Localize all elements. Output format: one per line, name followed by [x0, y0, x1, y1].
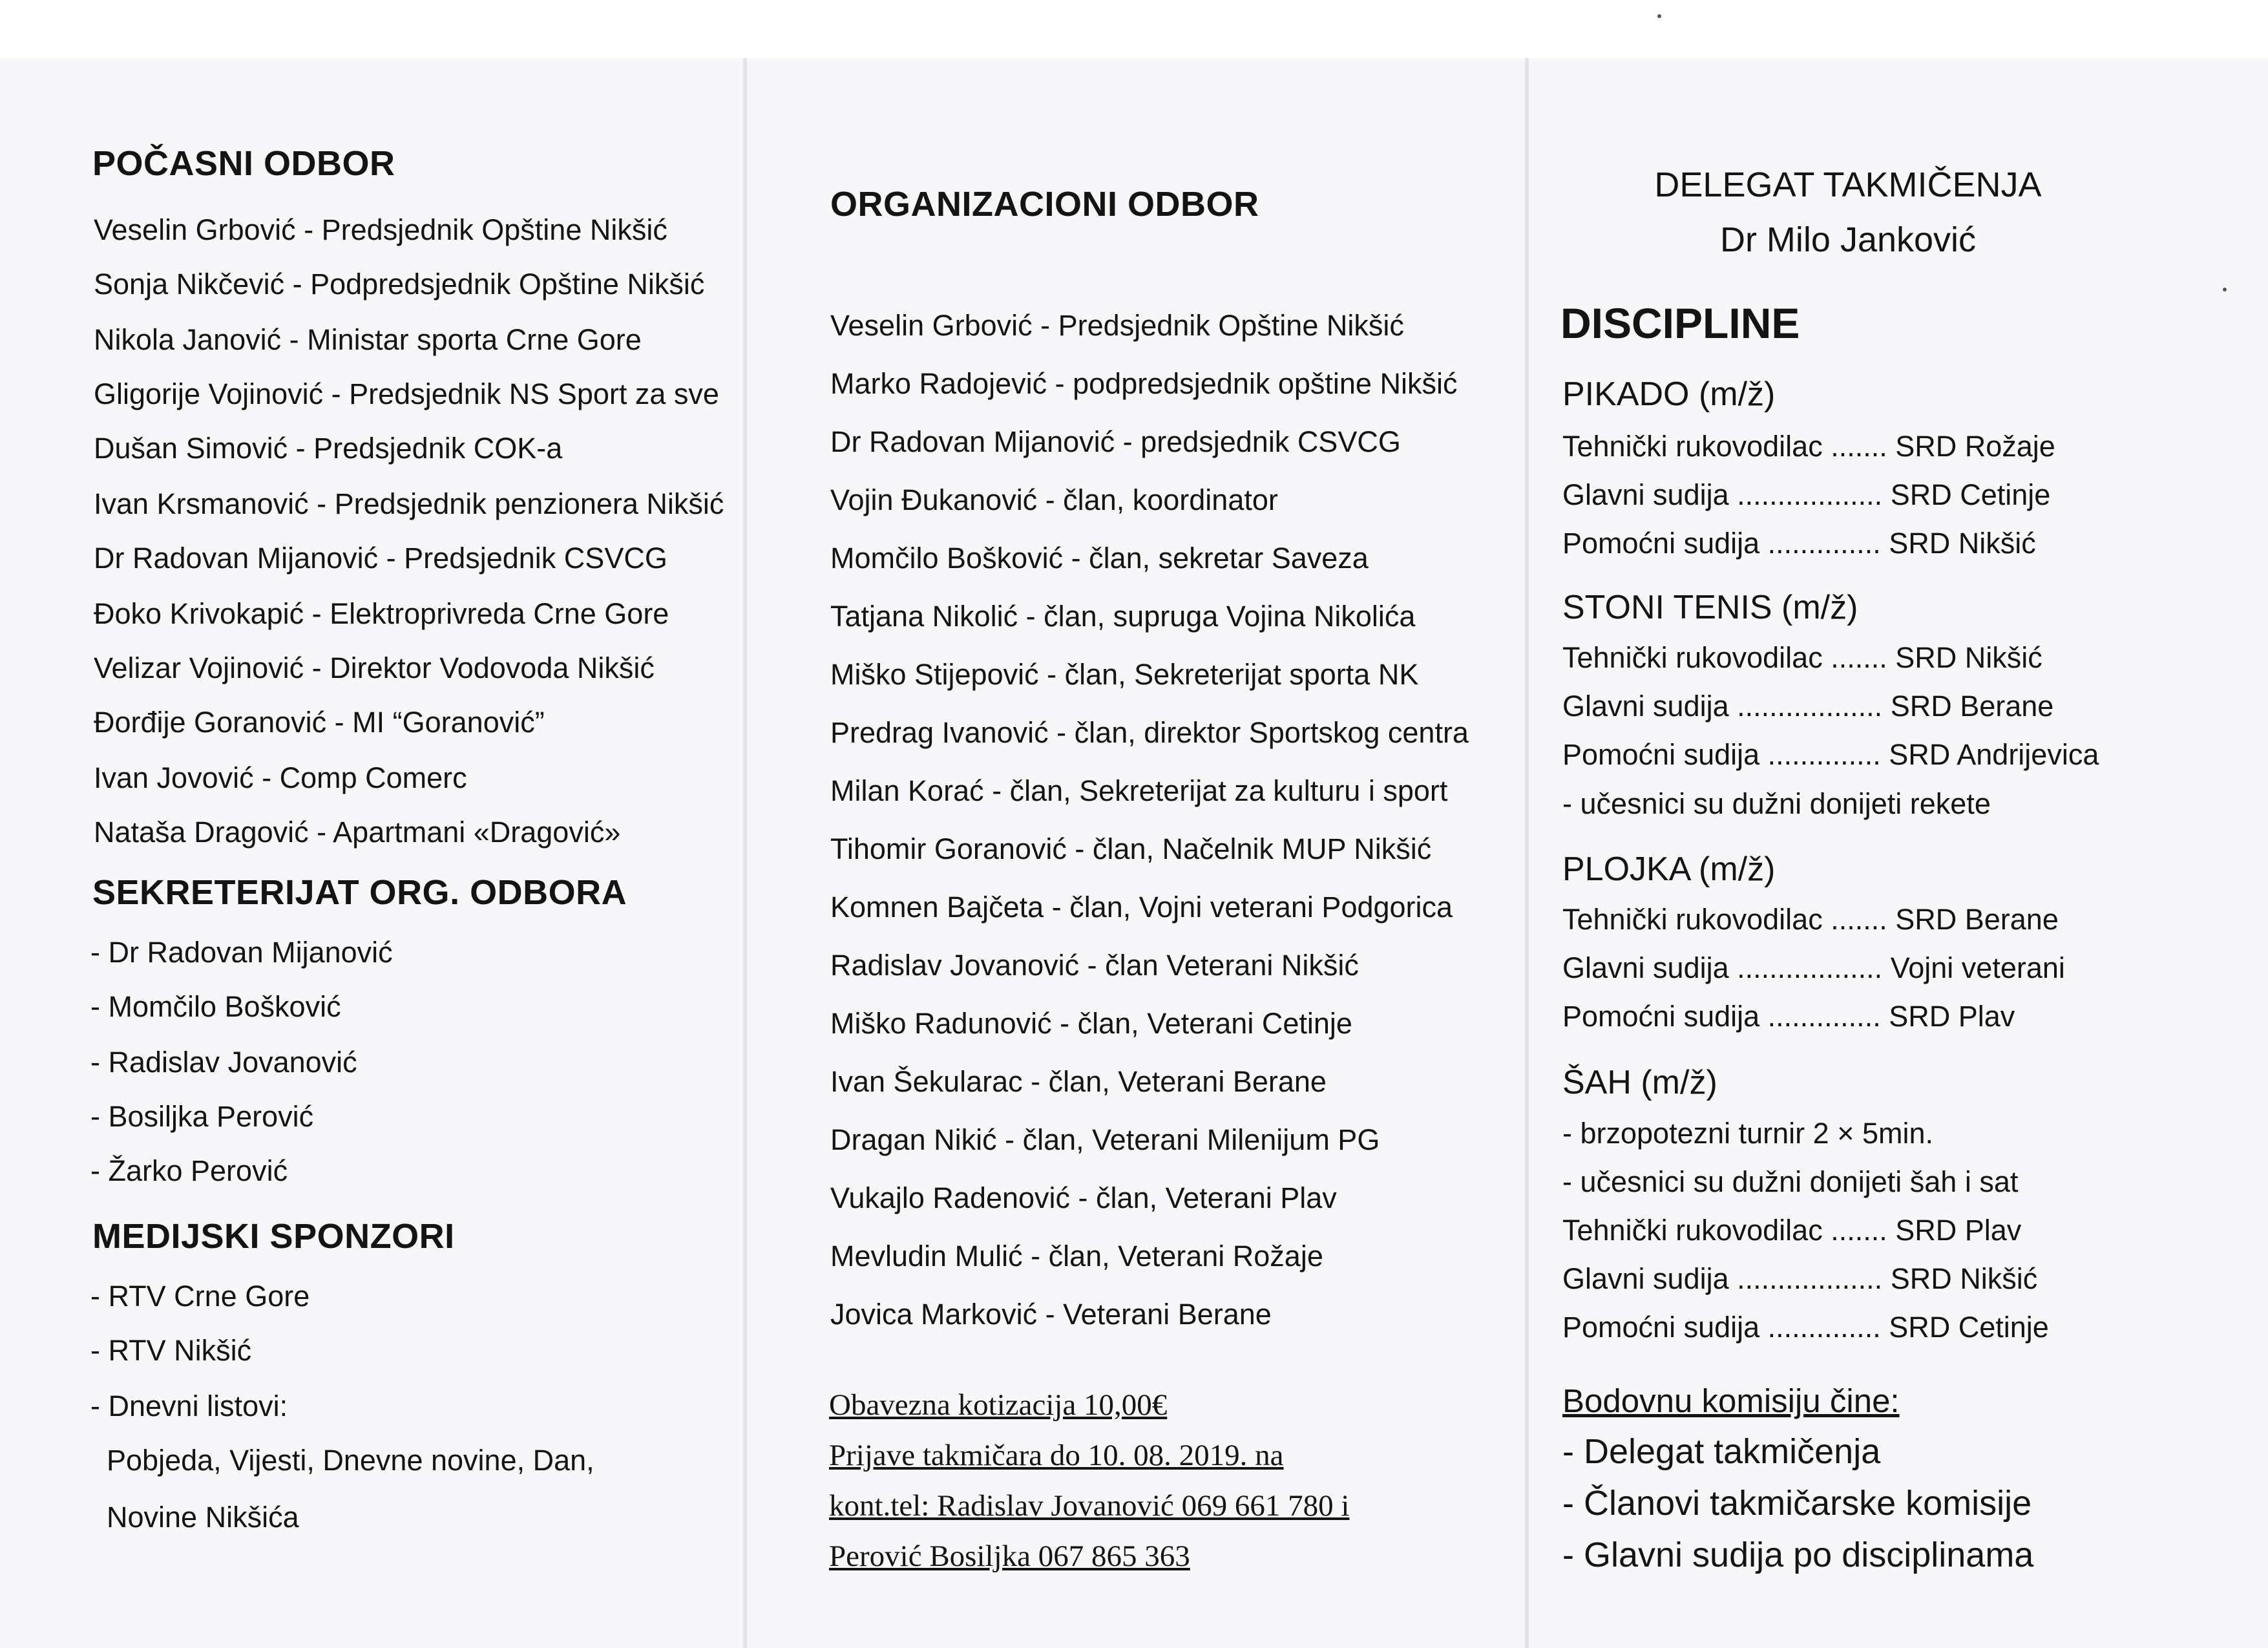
list-item: Gligorije Vojinović - Predsjednik NS Sport za sve [94, 377, 719, 410]
sekreterijat-title: SEKRETERIJAT ORG. ODBORA [92, 873, 627, 912]
list-item: Dr Radovan Mijanović - predsjednik CSVCG [830, 425, 1401, 458]
bodovna-komisija-title: Bodovnu komisiju čine: [1562, 1382, 1900, 1419]
list-item: - Dnevni listovi: [90, 1389, 288, 1422]
plojka-title: PLOJKA (m/ž) [1562, 850, 1776, 888]
list-item: Ivan Jovović - Comp Comerc [94, 761, 467, 794]
bodovna-item: - Glavni sudija po disciplinama [1562, 1536, 2034, 1574]
delegat-title: DELEGAT TAKMIČENJA [1654, 165, 2042, 204]
list-item: Sonja Nikčević - Podpredsjednik Opštine Nikšić [94, 268, 705, 301]
list-item: - Žarko Perović [90, 1154, 288, 1187]
fold-line-left [743, 58, 747, 1648]
sah-row: Pomoćni sudija .............. SRD Cetinje [1562, 1311, 2049, 1344]
stoni-tenis-title: STONI TENIS (m/ž) [1562, 589, 1858, 626]
stoni-tenis-note: - učesnici su dužni donijeti rekete [1562, 787, 1991, 820]
sah-row: Glavni sudija .................. SRD Nikšić [1562, 1262, 2038, 1295]
stoni-tenis-row: Pomoćni sudija .............. SRD Andrijevica [1562, 738, 2099, 771]
list-item: Velizar Vojinović - Direktor Vodovoda Nikšić [94, 651, 655, 684]
list-item: Jovica Marković - Veterani Berane [830, 1298, 1272, 1331]
list-item: Tihomir Goranović - član, Načelnik MUP Nikšić [830, 832, 1432, 865]
scan-speck [2223, 288, 2227, 291]
contact-note: kont.tel: Radislav Jovanović 069 661 780 i [829, 1489, 1350, 1523]
list-item: Dragan Nikić - član, Veterani Milenijum PG [830, 1123, 1380, 1156]
plojka-row: Glavni sudija .................. Vojni veterani [1562, 951, 2065, 984]
stoni-tenis-row: Glavni sudija .................. SRD Berane [1562, 690, 2054, 723]
sah-title: ŠAH (m/ž) [1562, 1064, 1717, 1101]
list-item: Nikola Janović - Ministar sporta Crne Gore [94, 323, 642, 356]
contact-note-2: Perović Bosiljka 067 865 363 [829, 1539, 1190, 1573]
list-item: - Radislav Jovanović [90, 1046, 357, 1079]
list-item: Vojin Đukanović - član, koordinator [830, 483, 1278, 516]
list-item: - Momčilo Bošković [90, 990, 341, 1023]
list-item: Momčilo Bošković - član, sekretar Saveza [830, 542, 1369, 575]
scan-speck [1657, 14, 1661, 18]
fold-line-right [1525, 58, 1529, 1648]
sah-note: - brzopotezni turnir 2 × 5min. [1562, 1117, 1934, 1150]
sah-note: - učesnici su dužni donijeti šah i sat [1562, 1165, 2019, 1198]
list-item: Mevludin Mulić - član, Veterani Rožaje [830, 1240, 1323, 1273]
list-item: Predrag Ivanović - član, direktor Sportskog centra [830, 716, 1469, 749]
pikado-row: Pomoćni sudija .............. SRD Nikšić [1562, 527, 2036, 560]
pikado-row: Glavni sudija .................. SRD Cetinje [1562, 478, 2051, 511]
pikado-title: PIKADO (m/ž) [1562, 375, 1776, 413]
list-item: Milan Korać - član, Sekreterijat za kulturu i sport [830, 774, 1448, 807]
list-item: Veselin Grbović - Predsjednik Opštine Nikšić [94, 213, 667, 246]
list-item: Tatjana Nikolić - član, supruga Vojina Nikolića [830, 600, 1416, 633]
list-item: Đorđije Goranović - MI “Goranović” [94, 706, 545, 739]
medijski-sponzori-title: MEDIJSKI SPONZORI [92, 1217, 455, 1256]
list-item: Radislav Jovanović - član Veterani Nikšić [830, 949, 1359, 982]
list-item: Dušan Simović - Predsjednik COK-a [94, 432, 563, 465]
fee-note: Obavezna kotizacija 10,00€ [829, 1388, 1168, 1422]
list-item: Dr Radovan Mijanović - Predsjednik CSVCG [94, 542, 667, 575]
list-item: Komnen Bajčeta - član, Vojni veterani Podgorica [830, 891, 1453, 924]
list-item: Miško Stijepović - član, Sekreterijat sporta NK [830, 658, 1419, 691]
list-item: Ivan Krsmanović - Predsjednik penzionera Nikšić [94, 487, 724, 520]
stoni-tenis-row: Tehnički rukovodilac ....... SRD Nikšić [1562, 641, 2042, 674]
list-item: Pobjeda, Vijesti, Dnevne novine, Dan, [107, 1444, 594, 1477]
sah-row: Tehnički rukovodilac ....... SRD Plav [1562, 1214, 2022, 1247]
list-item: Ivan Šekularac - član, Veterani Berane [830, 1065, 1327, 1098]
pocasni-odbor-title: POČASNI ODBOR [92, 144, 395, 183]
list-item: Miško Radunović - član, Veterani Cetinje [830, 1007, 1352, 1040]
pikado-row: Tehnički rukovodilac ....... SRD Rožaje [1562, 430, 2055, 463]
list-item: - RTV Crne Gore [90, 1280, 310, 1313]
list-item: Marko Radojević - podpredsjednik opštine Nikšić [830, 367, 1458, 400]
discipline-title: DISCIPLINE [1560, 299, 1800, 347]
list-item: Veselin Grbović - Predsjednik Opštine Nikšić [830, 309, 1404, 342]
list-item: Nataša Dragović - Apartmani «Dragović» [94, 816, 621, 849]
list-item: Đoko Krivokapić - Elektroprivreda Crne Gore [94, 597, 669, 630]
plojka-row: Tehnički rukovodilac ....... SRD Berane [1562, 903, 2059, 936]
bodovna-item: - Članovi takmičarske komisije [1562, 1484, 2032, 1523]
list-item: - RTV Nikšić [90, 1334, 252, 1367]
list-item: Novine Nikšića [107, 1501, 299, 1534]
bodovna-item: - Delegat takmičenja [1562, 1432, 1881, 1471]
organizacioni-odbor-title: ORGANIZACIONI ODBOR [830, 185, 1259, 224]
list-item: - Bosiljka Perović [90, 1100, 314, 1133]
plojka-row: Pomoćni sudija .............. SRD Plav [1562, 1000, 2015, 1033]
list-item: - Dr Radovan Mijanović [90, 936, 393, 969]
list-item: Vukajlo Radenović - član, Veterani Plav [830, 1181, 1337, 1214]
delegat-name: Dr Milo Janković [1719, 220, 1977, 259]
deadline-note: Prijave takmičara do 10. 08. 2019. na [829, 1439, 1284, 1472]
